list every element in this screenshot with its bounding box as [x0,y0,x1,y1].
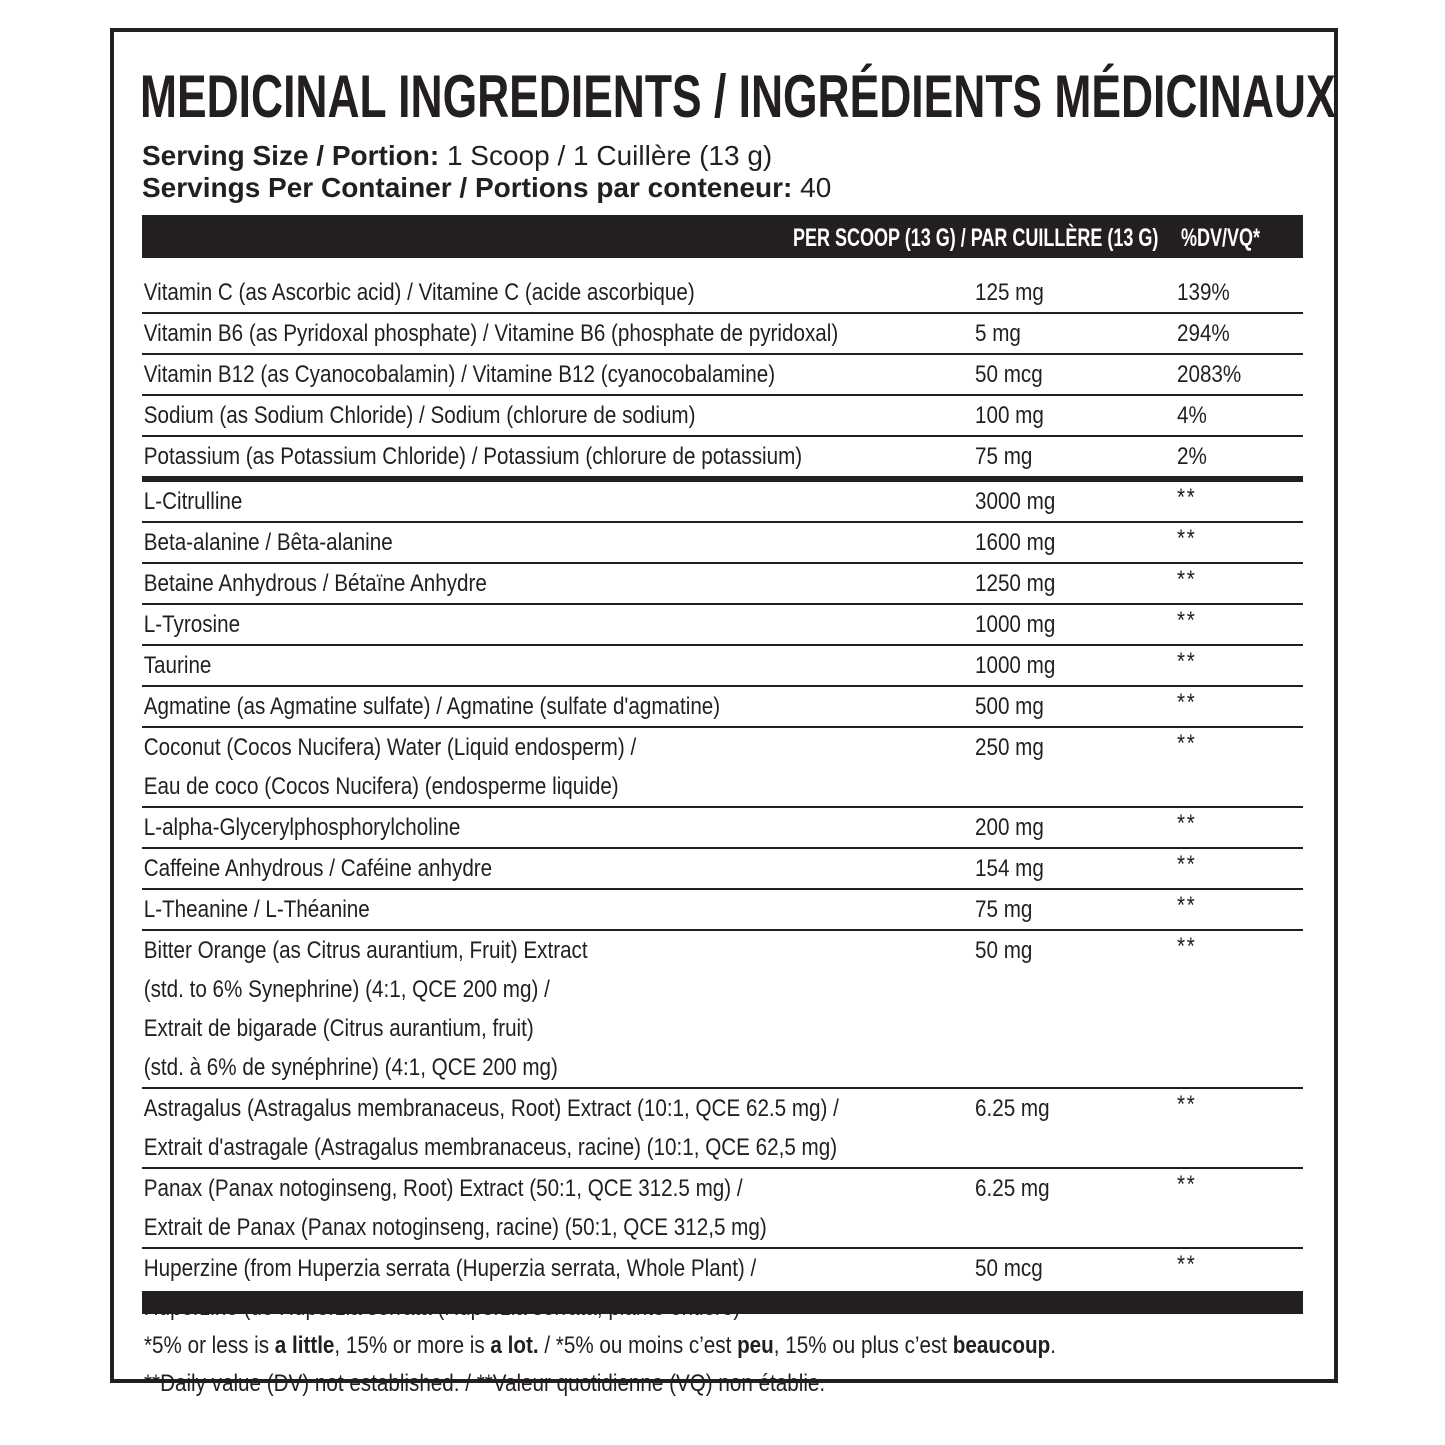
table-row [142,849,1303,890]
table-row [142,646,1303,687]
ingredient-dv: ** [1177,933,1197,960]
ingredient-amount: 5 mg [975,320,1021,347]
footnote-bold: a lot. [490,1332,539,1359]
ingredient-dv: 294% [1177,320,1230,347]
footnote-text: , 15% ou plus c’est [773,1332,953,1359]
ingredient-name: L-alpha-Glycerylphosphorylcholine [143,814,461,841]
ingredient-name: Extrait de Panax (Panax notoginseng, racine) (50:1, QCE 312,5 mg) [143,1214,767,1241]
footnote-text: . [1050,1332,1056,1359]
footnote-text: / *5% ou moins c’est [538,1332,738,1359]
footnote-text: *5% or less is [144,1332,275,1359]
table-row [142,396,1303,437]
ingredient-name: (std. à 6% de synéphrine) (4:1, QCE 200 mg) [143,1054,558,1081]
ingredient-name: Astragalus (Astragalus membranaceus, Root) Extract (10:1, QCE 62.5 mg) / [143,1095,839,1122]
ingredient-dv: ** [1177,607,1197,634]
ingredient-dv: ** [1177,484,1197,511]
table-row [142,523,1303,564]
ingredient-name: Betaine Anhydrous / Bétaïne Anhydre [143,570,487,597]
ingredient-dv: ** [1177,1251,1197,1278]
table-row [142,687,1303,728]
ingredient-name: Caffeine Anhydrous / Caféine anhydre [143,855,493,882]
dv-header: %DV/VQ* [1181,224,1261,252]
serving-size [142,140,772,172]
ingredient-name: Coconut (Cocos Nucifera) Water (Liquid endosperm) / [143,734,637,761]
table-row [142,564,1303,605]
ingredient-name: Bitter Orange (as Citrus aurantium, Fruit) Extract [143,937,588,964]
page-title: MEDICINAL INGREDIENTS / INGRÉDIENTS MÉDICINAUX [140,63,1336,130]
ingredient-amount: 250 mg [975,734,1044,761]
serving-size-value: 1 Scoop / 1 Cuillère (13 g) [446,140,773,171]
ingredient-dv: 139% [1177,279,1230,306]
ingredient-name: Potassium (as Potassium Chloride) / Potassium (chlorure de potassium) [143,443,803,470]
ingredient-name: L-Theanine / L-Théanine [143,896,370,923]
ingredient-amount: 200 mg [975,814,1044,841]
ingredient-amount: 500 mg [975,693,1044,720]
ingredient-dv: ** [1177,810,1197,837]
ingredient-dv: ** [1177,1091,1197,1118]
ingredient-amount: 6.25 mg [975,1095,1050,1122]
ingredient-dv: ** [1177,1171,1197,1198]
table-row [142,728,1303,808]
ingredient-amount: 6.25 mg [975,1175,1050,1202]
ingredient-dv: ** [1177,566,1197,593]
serving-size-label: Serving Size / Portion: [142,140,440,171]
ingredient-name: Taurine [143,652,212,679]
ingredient-name: Vitamin B6 (as Pyridoxal phosphate) / Vitamine B6 (phosphate de pyridoxal) [143,320,839,347]
table-row [142,482,1303,523]
ingredient-dv: 2% [1177,443,1207,470]
footnote-bold: peu [737,1332,774,1359]
ingredient-name: Vitamin C (as Ascorbic acid) / Vitamine C (acide ascorbique) [143,279,695,306]
ingredient-amount: 50 mg [975,937,1033,964]
table-row [142,314,1303,355]
ingredient-name: (std. to 6% Synephrine) (4:1, QCE 200 mg) / [143,976,550,1003]
footnote-dv-guide [144,1331,1056,1361]
table-row [142,1089,1303,1169]
servings-per-container-label: Servings Per Container / Portions par conteneur: [142,172,793,203]
table-row [142,605,1303,646]
servings-per-container-value: 40 [800,172,832,203]
ingredient-name: Extrait d'astragale (Astragalus membranaceus, racine) (10:1, QCE 62,5 mg) [143,1134,838,1161]
ingredient-name: L-Tyrosine [143,611,241,638]
ingredient-dv: ** [1177,525,1197,552]
table-row [142,931,1303,1089]
ingredient-name: Agmatine (as Agmatine sulfate) / Agmatine (sulfate d'agmatine) [143,693,721,720]
ingredient-name: Extrait de bigarade (Citrus aurantium, fruit) [143,1015,534,1042]
ingredient-amount: 75 mg [975,443,1033,470]
ingredient-amount: 125 mg [975,279,1044,306]
ingredient-amount: 50 mcg [975,1255,1043,1282]
ingredient-amount: 50 mcg [975,361,1043,388]
table-row [142,808,1303,849]
ingredient-dv: 2083% [1177,361,1242,388]
ingredient-name: L-Citrulline [143,488,243,515]
per-scoop-header: PER SCOOP (13 G) / PAR CUILLÈRE (13 G) [793,224,1159,252]
ingredient-amount: 1000 mg [975,652,1056,679]
ingredient-name: Vitamin B12 (as Cyanocobalamin) / Vitamine B12 (cyanocobalamine) [143,361,776,388]
ingredient-dv: 4% [1177,402,1207,429]
ingredient-amount: 100 mg [975,402,1044,429]
ingredient-dv: ** [1177,851,1197,878]
ingredient-amount: 1600 mg [975,529,1056,556]
ingredient-amount: 3000 mg [975,488,1056,515]
ingredient-dv: ** [1177,648,1197,675]
ingredient-table [142,273,1303,1327]
ingredient-amount: 1000 mg [975,611,1056,638]
ingredient-dv: ** [1177,730,1197,757]
footnote-bold: a little [274,1332,335,1359]
table-row [142,355,1303,396]
table-row [142,437,1303,482]
footnote-bold: beaucoup [952,1332,1051,1359]
ingredient-name: Sodium (as Sodium Chloride) / Sodium (chlorure de sodium) [143,402,696,429]
footnote-dv-not-established: **Daily value (DV) not established. / **Valeur quotidienne (VQ) non établie. [144,1370,826,1397]
table-row [142,1169,1303,1249]
ingredient-dv: ** [1177,689,1197,716]
ingredient-amount: 154 mg [975,855,1044,882]
ingredient-name: Eau de coco (Cocos Nucifera) (endosperme liquide) [143,773,619,800]
footnote-text: , 15% or more is [334,1332,491,1359]
table-row [142,273,1303,314]
table-header [142,215,1303,258]
ingredient-amount: 75 mg [975,896,1033,923]
ingredient-amount: 1250 mg [975,570,1056,597]
table-row [142,890,1303,931]
ingredient-dv: ** [1177,892,1197,919]
ingredient-name: Panax (Panax notoginseng, Root) Extract (50:1, QCE 312.5 mg) / [143,1175,743,1202]
ingredient-name: Beta-alanine / Bêta-alanine [143,529,393,556]
table-row [142,1249,1303,1327]
servings-per-container [142,172,831,204]
ingredient-name: Huperzine (from Huperzia serrata (Huperzia serrata, Whole Plant) / [143,1255,757,1282]
table-footer-bar [142,1291,1303,1314]
